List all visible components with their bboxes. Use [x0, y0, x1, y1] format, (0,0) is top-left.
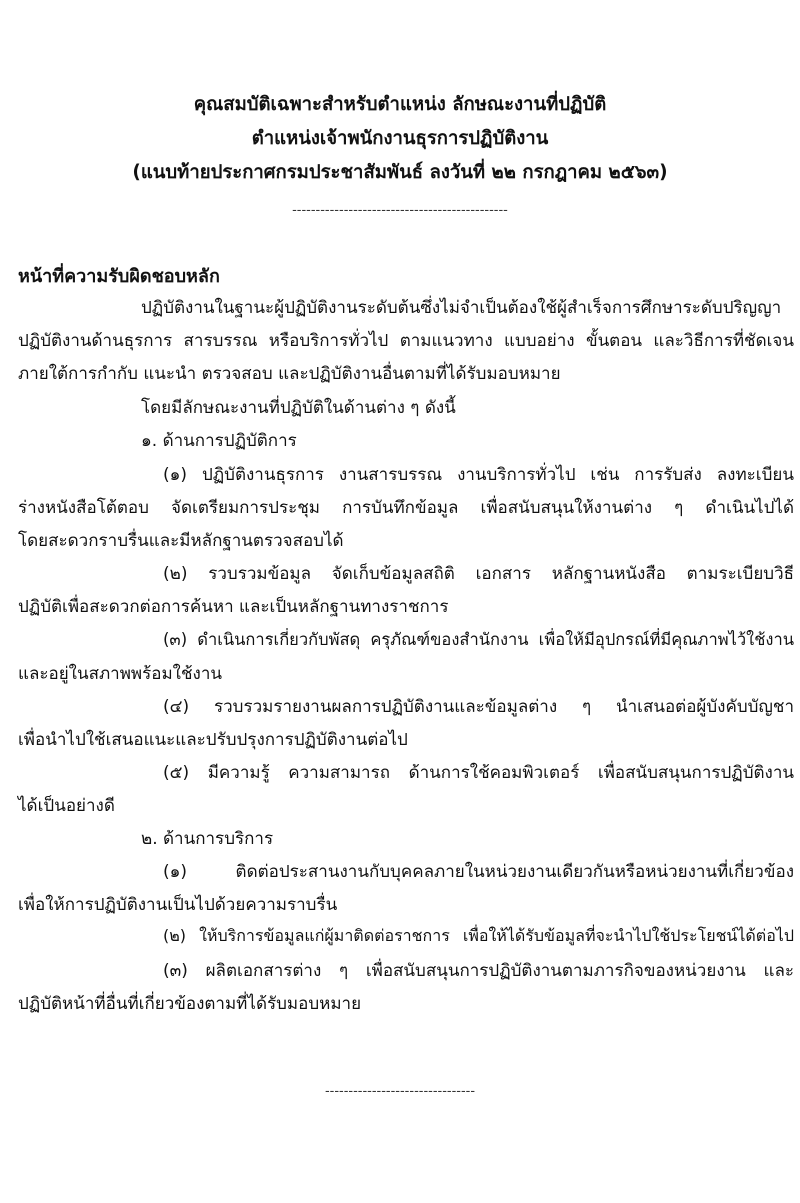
section-heading: หน้าที่ความรับผิดชอบหลัก — [18, 266, 220, 287]
part1-item3-line1: (๓) ดำเนินการเกี่ยวกับพัสดุ ครุภัณฑ์ของสำนักงาน เพื่อให้มีอุปกรณ์ที่มีคุณภาพไว้ใช้งาน — [163, 630, 794, 649]
intro-line-1: ปฏิบัติงานในฐานะผู้ปฏิบัติงานระดับต้นซึ่งไม่จำเป็นต้องใช้ผู้สำเร็จการศึกษาระดับปริญญา — [141, 298, 782, 318]
part1-item5-line1: (๕) มีความรู้ ความสามารถ ด้านการใช้คอมพิวเตอร์ เพื่อสนับสนุนการปฏิบัติงาน — [163, 763, 794, 783]
document-title-line-1: คุณสมบัติเฉพาะสำหรับตำแหน่ง ลักษณะงานที่ปฏิบัติ — [193, 94, 607, 115]
part1-heading: ๑. ด้านการปฏิบัติการ — [141, 431, 297, 451]
part1-item4-line1: (๔) รวบรวมรายงานผลการปฏิบัติงานและข้อมูลต่าง ๆ นำเสนอต่อผู้บังคับบัญชา — [163, 697, 794, 717]
part1-item2-line2: ปฏิบัติเพื่อสะดวกต่อการค้นหา และเป็นหลักฐานทางราชการ — [18, 597, 449, 617]
document-title-line-3: (แนบท้ายประกาศกรมประชาสัมพันธ์ ลงวันที่ ๒๒ กรกฎาคม ๒๕๖๓) — [132, 162, 668, 183]
part1-item1-line1: (๑) ปฏิบัติงานธุรการ งานสารบรรณ งานบริการทั่วไป เช่น การรับส่ง ลงทะเบียน — [163, 465, 794, 485]
part1-item5-line2: ได้เป็นอย่างดี — [18, 796, 115, 816]
header-separator: ---------------------------------------------- — [292, 203, 508, 218]
part2-item1-line2: เพื่อให้การปฏิบัติงานเป็นไปด้วยความราบรื่น — [18, 895, 338, 915]
intro-lead: โดยมีลักษณะงานที่ปฏิบัติในด้านต่าง ๆ ดังนี้ — [141, 398, 456, 418]
part1-item2-line1: (๒) รวบรวมข้อมูล จัดเก็บข้อมูลสถิติ เอกสาร หลักฐานหนังสือ ตามระเบียบวิธี — [163, 564, 794, 584]
document-title-line-2: ตำแหน่งเจ้าพนักงานธุรการปฏิบัติงาน — [251, 128, 549, 149]
part2-heading: ๒. ด้านการบริการ — [141, 829, 274, 849]
intro-line-2: ปฏิบัติงานด้านธุรการ สารบรรณ หรือบริการทั่วไป ตามแนวทาง แบบอย่าง ขั้นตอน และวิธีการที่ชัดเจน — [18, 331, 794, 351]
part1-item3-line2: และอยู่ในสภาพพร้อมใช้งาน — [18, 664, 222, 684]
part2-item2-line1: (๒) ให้บริการข้อมูลแก่ผู้มาติดต่อราชการ เพื่อให้ได้รับข้อมูลที่จะนำไปใช้ประโยชน์ได้ต่อไป — [163, 926, 794, 945]
part1-item1-line2: ร่างหนังสือโต้ตอบ จัดเตรียมการประชุม การบันทึกข้อมูล เพื่อสนับสนุนให้งานต่าง ๆ ดำเนินไปได้ — [18, 498, 794, 518]
part1-item1-line3: โดยสะดวกราบรื่นและมีหลักฐานตรวจสอบได้ — [18, 531, 344, 551]
part2-item3-line2: ปฏิบัติหน้าที่อื่นที่เกี่ยวข้องตามที่ได้รับมอบหมาย — [18, 994, 362, 1014]
footer-separator: -------------------------------- — [324, 1084, 476, 1099]
part1-item4-line2: เพื่อนำไปใช้เสนอแนะและปรับปรุงการปฏิบัติงานต่อไป — [18, 730, 408, 750]
part2-item1-line1: (๑) ติดต่อประสานงานกับบุคคลภายในหน่วยงานเดียวกันหรือหน่วยงานที่เกี่ยวข้อง — [163, 862, 794, 882]
part2-item3-line1: (๓) ผลิตเอกสารต่าง ๆ เพื่อสนับสนุนการปฏิบัติงานตามภารกิจของหน่วยงาน และ — [163, 961, 794, 981]
intro-line-3: ภายใต้การกำกับ แนะนำ ตรวจสอบ และปฏิบัติงานอื่นตามที่ได้รับมอบหมาย — [18, 364, 561, 384]
